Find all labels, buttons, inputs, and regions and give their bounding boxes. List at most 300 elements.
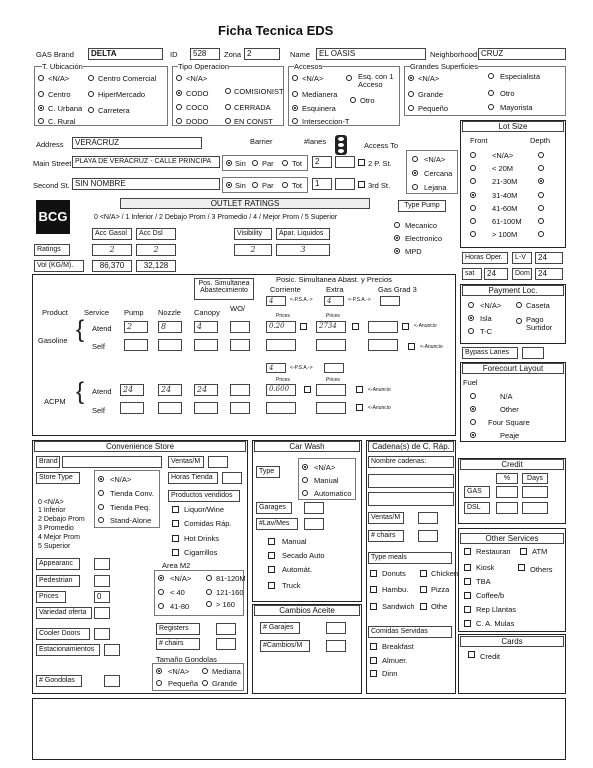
lot-front-radio[interactable]: [470, 205, 476, 211]
gas-corriente-pos[interactable]: 4: [266, 296, 286, 306]
garages-label: Garages: [256, 502, 292, 514]
conv-scale-1: 1 Inferior: [38, 507, 66, 514]
registers-label: Registers: [156, 623, 200, 635]
main-street-label: Main Street: [33, 159, 72, 168]
gas-grad3-pos[interactable]: [380, 296, 400, 306]
name-field[interactable]: EL OASIS: [316, 48, 426, 60]
os-llantas-chk[interactable]: [464, 606, 471, 613]
nombre-cadenas-field-1[interactable]: [368, 474, 454, 488]
lot-front-radio[interactable]: [470, 218, 476, 224]
acpm-nozzle-field[interactable]: 24: [158, 384, 182, 396]
cadena-chairs-field[interactable]: [418, 530, 438, 542]
variedad-label: Variedad oferta: [36, 607, 92, 619]
conv-scale-0: 0 <N/A>: [38, 499, 64, 506]
main-par-radio[interactable]: [252, 160, 258, 166]
col-pump: Pump: [124, 308, 144, 317]
fc-other-label: Other: [500, 405, 519, 414]
area-121-label: 121-160: [216, 588, 244, 597]
lav-field[interactable]: [304, 518, 324, 530]
cw-na-radio[interactable]: [302, 464, 308, 470]
lot-front-radio[interactable]: [470, 192, 476, 198]
area-121-radio[interactable]: [206, 589, 212, 595]
fuel-label: Fuel: [463, 378, 478, 387]
registers-field[interactable]: [216, 623, 236, 635]
lot-depth-radio[interactable]: [538, 218, 544, 224]
tam-na-radio[interactable]: [156, 668, 162, 674]
cw-manual-radio[interactable]: [302, 477, 308, 483]
conv-ventas-field[interactable]: [208, 456, 228, 468]
os-atm-chk[interactable]: [520, 548, 527, 555]
prod-cigarrillos-label: Cigarrillos: [184, 548, 218, 557]
area-40-radio[interactable]: [158, 589, 164, 595]
area-41-label: 41-80: [170, 602, 190, 611]
main-pst-label: 2 P. St.: [368, 159, 392, 168]
main-par-label: Par: [262, 159, 274, 168]
cw-automat-chk[interactable]: [268, 566, 275, 573]
gas3-label: Gas Grad 3: [378, 285, 417, 294]
acpm-label: ACPM: [44, 397, 66, 406]
prod-cigarrillos-chk[interactable]: [172, 549, 179, 556]
carwash-type-label: Type: [256, 466, 280, 478]
credit-gas-pct[interactable]: [496, 486, 518, 498]
gas-brand-field[interactable]: DELTA: [88, 48, 163, 60]
gas-self-price3[interactable]: [368, 339, 398, 351]
main-pst-checkbox[interactable]: [358, 159, 365, 166]
gs-na-label: <N/A>: [418, 74, 440, 83]
com-almuer-chk[interactable]: [370, 657, 377, 664]
pay-na-radio[interactable]: [468, 302, 474, 308]
prod-comidas-chk[interactable]: [172, 520, 179, 527]
tipo-enconst-radio[interactable]: [225, 118, 231, 124]
acpm-price-chk[interactable]: [304, 386, 311, 393]
gondolas-label: # Gondolas: [36, 675, 82, 687]
tipo-dodo-radio[interactable]: [176, 118, 182, 124]
gas-self-canopy[interactable]: [194, 339, 218, 351]
meal-othe-chk[interactable]: [420, 603, 427, 610]
acpm-self-price1[interactable]: [266, 402, 296, 414]
conv-scale-2: 2 Debajo Prom: [38, 516, 85, 523]
acc-gasol-label: Acc Gasol: [92, 228, 132, 240]
gas-self-nozzle[interactable]: [158, 339, 182, 351]
acpm-self-canopy[interactable]: [194, 402, 218, 414]
gas-self-anuncio-chk[interactable]: [408, 343, 415, 350]
pay-na-label: <N/A>: [480, 301, 502, 310]
gas-self-price1[interactable]: [266, 339, 296, 351]
area-160-radio[interactable]: [206, 601, 212, 607]
meal-donuts-chk[interactable]: [370, 570, 377, 577]
ubicacion-centro-radio[interactable]: [38, 91, 44, 97]
meal-chicken-chk[interactable]: [420, 570, 427, 577]
acpm-corriente-pos[interactable]: 4: [266, 363, 286, 373]
main-sin-radio[interactable]: [226, 160, 232, 166]
prod-hotdrinks-chk[interactable]: [172, 535, 179, 542]
tipo-codo-radio[interactable]: [176, 90, 182, 96]
ubicacion-cc-radio[interactable]: [88, 75, 94, 81]
acc-dsl-label: Acc Dsl: [136, 228, 176, 240]
gasoline-label: Gasoline: [38, 336, 68, 345]
ubicacion-na-radio[interactable]: [38, 75, 44, 81]
fc-peaje-label: Peaje: [500, 431, 520, 440]
gs-otro-radio[interactable]: [488, 90, 494, 96]
zona-field[interactable]: 2: [244, 48, 280, 60]
anuncio-label-1: <-Anuncio: [414, 323, 437, 329]
os-coffee-chk[interactable]: [464, 592, 471, 599]
second-sin-radio[interactable]: [226, 182, 232, 188]
acpm-price2-field[interactable]: [316, 384, 346, 396]
access-cercana-radio[interactable]: [412, 170, 418, 176]
pay-isla-radio[interactable]: [468, 315, 474, 321]
st-peq-radio[interactable]: [98, 504, 104, 510]
second-rd-checkbox[interactable]: [358, 181, 365, 188]
posic-label: Posic. Simultanea Abast. y Precios: [276, 275, 392, 284]
pump-mpd-label: MPD: [405, 247, 422, 256]
vol-gasol-field[interactable]: 86,370: [92, 260, 132, 272]
meal-pizza-label: Pizza: [431, 585, 450, 594]
gas-corr-anuncio-chk[interactable]: [300, 323, 307, 330]
conv-scale-5: 5 Superior: [38, 543, 71, 550]
garajes-field[interactable]: [326, 622, 346, 634]
tam-grande-radio[interactable]: [202, 680, 208, 686]
tipo-comisionist-label: COMISIONIST: [234, 87, 284, 96]
type-meals-label: Type meals: [368, 552, 452, 564]
tipo-comisionist-radio[interactable]: [225, 88, 231, 94]
os-restauran-chk[interactable]: [464, 548, 471, 555]
cw-auto-label: Automatico: [314, 489, 352, 498]
tipo-dodo-label: DODO: [186, 117, 209, 126]
forecourt-title: Forecourt Layout: [462, 363, 564, 374]
meal-sandwich-chk[interactable]: [370, 603, 377, 610]
access-lejana-label: Lejana: [424, 183, 447, 192]
rating-acc-gasol[interactable]: 2: [92, 244, 132, 256]
gs-mayorista-radio[interactable]: [488, 104, 494, 110]
second-street-field[interactable]: SIN NOMBRE: [72, 178, 220, 190]
other-services-title: Other Services: [460, 533, 564, 544]
ratings-label: Ratings: [34, 244, 70, 256]
pedestrian-field[interactable]: [94, 575, 110, 587]
second-par-radio[interactable]: [252, 182, 258, 188]
corriente-label: Corriente: [270, 285, 301, 294]
ubicacion-rural-radio[interactable]: [38, 118, 44, 124]
os-atm-label: ATM: [532, 547, 548, 556]
access-cercana-label: Cercana: [424, 169, 453, 178]
anuncio-label-2: <-Anuncio: [420, 344, 443, 350]
forecourt-section: [460, 362, 566, 442]
cw-truck-chk[interactable]: [268, 582, 275, 589]
accesos-medianera-label: Medianera: [302, 90, 338, 99]
gas-price-extra[interactable]: 2734: [316, 321, 346, 333]
area-81-radio[interactable]: [206, 575, 212, 581]
lot-depth-radio[interactable]: [538, 192, 544, 198]
acpm-self-label: Self: [92, 406, 105, 415]
id-field[interactable]: 528: [190, 48, 220, 60]
gas-grad3-anuncio-chk[interactable]: [402, 323, 409, 330]
acpm-self-nozzle[interactable]: [158, 402, 182, 414]
accesos-medianera-radio[interactable]: [292, 91, 298, 97]
os-mulas-chk[interactable]: [464, 620, 471, 627]
lv-label: L-V: [512, 252, 532, 264]
acpm-self-price2[interactable]: [316, 402, 346, 414]
cw-secado-label: Secado Auto: [282, 551, 325, 560]
area-40-label: < 40: [170, 588, 185, 597]
pump-mpd-radio[interactable]: [394, 248, 400, 254]
meal-pizza-chk[interactable]: [420, 586, 427, 593]
tipo-cerrada-radio[interactable]: [225, 104, 231, 110]
acpm-pump-field[interactable]: 24: [120, 384, 144, 396]
cambios-m-field[interactable]: [326, 640, 346, 652]
gs-pequeno-radio[interactable]: [408, 105, 414, 111]
cadena-title: Cadena(s) de C. Ráp.: [368, 441, 454, 452]
cooler-field[interactable]: [94, 628, 110, 640]
notes-area[interactable]: [32, 698, 566, 760]
bypass-label: Bypass Lanes: [462, 347, 518, 359]
barrier-label: Barrier: [250, 137, 273, 146]
access-na-radio[interactable]: [412, 156, 418, 162]
tam-grande-label: Grande: [212, 679, 238, 688]
gas-canopy-field[interactable]: 4: [194, 321, 218, 333]
accesos-na-radio[interactable]: [292, 75, 298, 81]
cards-credit-label: Credit: [480, 652, 501, 661]
credit-dsl-pct[interactable]: [496, 502, 518, 514]
ubicacion-cc-label: Centro Comercial: [98, 74, 157, 83]
col-wo: WO/: [230, 304, 245, 313]
second-street-label: Second St.: [33, 181, 70, 190]
neighborhood-label: Neighborhood: [430, 50, 478, 59]
address-label: Address: [36, 140, 64, 149]
st-na-radio[interactable]: [98, 476, 104, 482]
second-lanes-extra-field[interactable]: [335, 178, 355, 190]
ubicacion-hiper-radio[interactable]: [88, 91, 94, 97]
fc-other-radio[interactable]: [470, 406, 476, 412]
os-others-label: Others: [530, 565, 553, 574]
conv-chairs-field[interactable]: [216, 638, 236, 650]
dom-field[interactable]: 24: [535, 268, 563, 280]
pump-electronico-radio[interactable]: [394, 235, 400, 241]
com-breakfast-chk[interactable]: [370, 643, 377, 650]
gas-atend-label: Atend: [92, 324, 112, 333]
meal-chicken-label: Chicken: [431, 569, 459, 578]
appearance-field[interactable]: [94, 558, 110, 570]
credit-dsl-days[interactable]: [522, 502, 548, 514]
gas-pump-field[interactable]: 2: [124, 321, 148, 333]
comidas-servidas-label: Comidas Servidas: [368, 626, 452, 638]
lv-field[interactable]: 24: [535, 252, 563, 264]
gas-price-grad3[interactable]: [368, 321, 398, 333]
os-mulas-label: C. A. Mulas: [476, 619, 515, 628]
acpm-wo-field[interactable]: [230, 384, 250, 396]
lot-depth-radio[interactable]: [538, 205, 544, 211]
accesos-title: Accesos: [294, 62, 323, 71]
gas-self-price2[interactable]: [316, 339, 346, 351]
credit-days-label: Days: [522, 473, 548, 484]
st-na-label: <N/A>: [110, 475, 132, 484]
accesos-esquinera-radio[interactable]: [292, 105, 298, 111]
gas-self-wo[interactable]: [230, 339, 250, 351]
estac-field[interactable]: [104, 644, 120, 656]
acpm-brace: {: [76, 378, 85, 405]
meal-donuts-label: Donuts: [382, 569, 406, 578]
lot-size-label: 41-60M: [492, 203, 518, 213]
anuncio-label-3: <-Anuncio: [368, 387, 391, 393]
cw-manual-label: Manual: [314, 476, 339, 485]
cards-credit-chk[interactable]: [468, 651, 475, 658]
acpm-anuncio-chk[interactable]: [356, 386, 363, 393]
tipo-coco-radio[interactable]: [176, 104, 182, 110]
cw-auto-radio[interactable]: [302, 490, 308, 496]
area-label: Area M2: [162, 561, 191, 570]
lot-depth-radio[interactable]: [538, 152, 544, 158]
cadena-ventas-field[interactable]: [418, 512, 438, 524]
main-tot-radio[interactable]: [282, 160, 288, 166]
st-stand-radio[interactable]: [98, 517, 104, 523]
acpm-price-field[interactable]: 0.600: [266, 384, 296, 396]
accesos-na-label: <N/A>: [302, 74, 324, 83]
pay-caseta-radio[interactable]: [516, 302, 522, 308]
os-others-chk[interactable]: [518, 564, 525, 571]
tipo-coco-label: COCO: [186, 103, 209, 112]
visibility-label: Visibility: [234, 228, 272, 240]
gas-price-corriente[interactable]: 0.20: [266, 321, 296, 333]
main-lanes-extra-field[interactable]: [335, 156, 355, 168]
tipo-cerrada-label: CERRADA: [234, 103, 271, 112]
meal-hambu-label: Hambu.: [382, 585, 409, 594]
pay-tc-label: T-C: [480, 327, 493, 336]
second-tot-radio[interactable]: [282, 182, 288, 188]
conv-brand-field[interactable]: [62, 456, 162, 468]
appearance-label: Appearanc: [36, 558, 80, 570]
cadena-chairs-label: # chairs: [368, 530, 404, 542]
garages-field[interactable]: [304, 502, 324, 514]
second-lanes-field[interactable]: 1: [312, 178, 332, 190]
acpm-canopy-field[interactable]: 24: [194, 384, 218, 396]
horas-tienda-field[interactable]: [222, 472, 242, 484]
conv-prices-field[interactable]: 0: [94, 591, 110, 603]
tam-mediana-radio[interactable]: [202, 668, 208, 674]
access-na-label: <N/A>: [424, 155, 446, 164]
area-81-label: 81-120M: [216, 574, 246, 583]
os-kiosk-chk[interactable]: [464, 564, 471, 571]
rating-acc-dsl[interactable]: 2: [136, 244, 176, 256]
sat-field[interactable]: 24: [484, 268, 508, 280]
gondolas-field[interactable]: [104, 675, 120, 687]
tam-na-label: <N/A>: [168, 667, 190, 676]
prod-liquor-chk[interactable]: [172, 506, 179, 513]
dom-label: Dom: [512, 268, 532, 280]
main-sin-label: Sin: [235, 159, 246, 168]
tipo-na-radio[interactable]: [176, 75, 182, 81]
meal-hambu-chk[interactable]: [370, 586, 377, 593]
os-llantas-label: Rep Llantas: [476, 605, 517, 614]
area-na-radio[interactable]: [158, 575, 164, 581]
cw-manual-chk-label: Manual: [282, 537, 307, 546]
address-field[interactable]: VERACRUZ: [72, 137, 202, 149]
rating-visibility[interactable]: 2: [234, 244, 272, 256]
main-lanes-field[interactable]: 2: [312, 156, 332, 168]
pump-mecanico-radio[interactable]: [394, 222, 400, 228]
cw-manual-chk[interactable]: [268, 538, 275, 545]
os-kiosk-label: Kiosk: [476, 563, 495, 572]
os-tba-label: TBA: [476, 577, 491, 586]
os-tba-chk[interactable]: [464, 578, 471, 585]
accesos-otro-radio[interactable]: [350, 97, 356, 103]
apar-liquidos-label: Apar. Liquidos: [276, 228, 330, 240]
ubicacion-carretera-radio[interactable]: [88, 107, 94, 113]
name-label: Name: [290, 50, 311, 59]
pay-tc-radio[interactable]: [468, 328, 474, 334]
gas-self-pump[interactable]: [124, 339, 148, 351]
cw-secado-chk[interactable]: [268, 552, 275, 559]
anuncio-label-4: <-Anuncio: [368, 405, 391, 411]
com-almuer-label: Almuer.: [382, 656, 408, 665]
second-par-label: Par: [262, 181, 274, 190]
gs-mayorista-label: Mayorista: [500, 103, 533, 112]
accesos-intersec-radio[interactable]: [292, 118, 298, 124]
main-street-field[interactable]: PLAYA DE VERACRUZ - CALLE PRINCIPA: [72, 156, 220, 168]
bypass-field[interactable]: [522, 347, 544, 359]
lot-front-radio[interactable]: [470, 152, 476, 158]
traffic-light-icon: [335, 135, 347, 155]
pedestrian-label: Pedestrian: [36, 575, 80, 587]
lot-size-title: Lot Size: [462, 121, 564, 132]
ubicacion-rural-label: C. Rural: [48, 117, 76, 126]
gs-grande-radio[interactable]: [408, 91, 414, 97]
gas-extra-pos[interactable]: 4: [324, 296, 344, 306]
gs-na-radio[interactable]: [408, 75, 414, 81]
accesos-intersec-label: Interseccion-T: [302, 117, 350, 126]
acpm-extra-pos[interactable]: [324, 363, 344, 373]
os-restauran-label: Restauran: [476, 547, 511, 556]
neighborhood-field[interactable]: CRUZ: [478, 48, 566, 60]
st-conv-radio[interactable]: [98, 490, 104, 496]
fc-na-radio[interactable]: [470, 393, 476, 399]
bcg-logo: BCG: [36, 200, 70, 234]
gas-wo-field[interactable]: [230, 321, 250, 333]
conv-scale-3: 3 Promedio: [38, 525, 74, 532]
gas-nozzle-field[interactable]: 8: [158, 321, 182, 333]
acpm-self-wo[interactable]: [230, 402, 250, 414]
credit-pct-label: %: [496, 473, 518, 484]
acpm-self-anuncio-chk[interactable]: [356, 404, 363, 411]
lanes-label: #lanes: [304, 137, 327, 146]
accesos-esq-radio[interactable]: [346, 75, 352, 81]
st-stand-label: Stand-Alone: [110, 516, 152, 525]
rating-apar[interactable]: 3: [276, 244, 330, 256]
access-to-label: Access To: [364, 141, 399, 150]
pay-surtidor-label: Pago Surtidor: [526, 315, 553, 332]
credit-gas-days[interactable]: [522, 486, 548, 498]
area-na-label: <N/A>: [170, 574, 192, 583]
variedad-field[interactable]: [94, 607, 110, 619]
tam-pequena-radio[interactable]: [156, 680, 162, 686]
gs-otro-label: Otro: [500, 89, 515, 98]
area-41-radio[interactable]: [158, 603, 164, 609]
prices-label-a2: Prices: [326, 377, 340, 383]
acpm-self-pump[interactable]: [120, 402, 144, 414]
conv-chairs-label: # chairs: [156, 638, 200, 650]
acpm-atend-label: Atend: [92, 387, 112, 396]
fc-peaje-radio[interactable]: [470, 432, 476, 438]
com-dinn-chk[interactable]: [370, 670, 377, 677]
ubicacion-urbana-radio[interactable]: [38, 105, 44, 111]
pay-surtidor-radio[interactable]: [516, 318, 522, 324]
gas-extra-anuncio-chk[interactable]: [352, 323, 359, 330]
nombre-cadenas-field-2[interactable]: [368, 492, 454, 506]
gs-especialista-label: Especialista: [500, 72, 541, 81]
vol-dsl-field[interactable]: 32,128: [136, 260, 176, 272]
gs-especialista-radio[interactable]: [488, 73, 494, 79]
fc-four-radio[interactable]: [470, 419, 476, 425]
lot-depth-label: Depth: [530, 136, 551, 145]
access-lejana-radio[interactable]: [412, 184, 418, 190]
